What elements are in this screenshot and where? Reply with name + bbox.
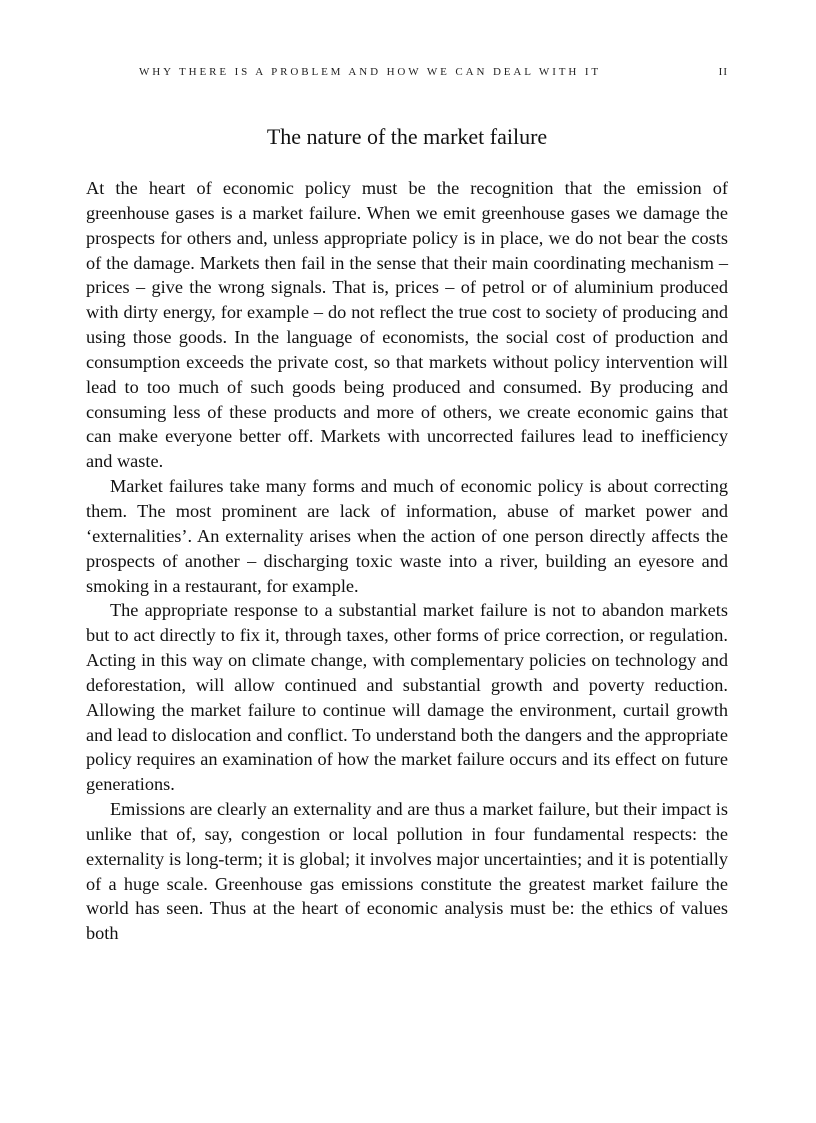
running-header — [139, 66, 728, 86]
running-title: WHY THERE IS A PROBLEM AND HOW WE CAN DEAL WITH IT — [139, 66, 602, 78]
section-title: The nature of the market failure — [266, 124, 548, 149]
paragraph: Market failures take many forms and much of economic policy is about correcting them. The most prominent are lack of information, abuse of market power and ‘externalities’. An externality arises when the action of one person directly affects the prospects of another – discharging toxic waste into a river, building an eyesore and smoking in a restaurant, for example. — [86, 476, 728, 596]
body-text — [86, 176, 728, 946]
paragraph: At the heart of economic policy must be the recognition that the emission of greenhouse gases is a market failure. When we emit greenhouse gases we damage the prospects for others and, unless appropriate policy is in place, we do not bear the costs of the damage. Markets then fail in the sense that their main coordinating mechanism – prices – give the wrong signals. That is, prices – of petrol or of aluminium produced with dirty energy, for example – do not reflect the true cost to society of producing and using those goods. In the language of economists, the social cost of production and consumption exceeds the private cost, so that markets without policy intervention will lead to too much of such goods being produced and consumed. By producing and consuming less of these products and more of others, we create economic gains that can make everyone better off. Markets with uncorrected failures lead to inefficiency and waste. — [86, 178, 728, 472]
paragraph: Emissions are clearly an externality and are thus a market failure, but their impact is unlike that of, say, congestion or local pollution in four fundamental respects: the externality is long-term; it is global; it involves major uncertainties; and it is potentially of a huge scale. Greenhouse gas emissions constitute the greatest market failure the world has seen. Thus at the heart of economic analysis must be: the ethics of values both — [86, 799, 728, 944]
page-number: II — [718, 66, 728, 78]
paragraph: The appropriate response to a substantial market failure is not to abandon markets but to act directly to fix it, through taxes, other forms of price correction, or regulation. Acting in this way on climate change, with complementary policies on technology and deforestation, will allow continued and substantial growth and poverty reduction. Allowing the market failure to continue will damage the environment, curtail growth and lead to dislocation and conflict. To understand both the dangers and the appropriate policy requires an examination of how the market failure occurs and its effect on future generations. — [86, 600, 728, 795]
